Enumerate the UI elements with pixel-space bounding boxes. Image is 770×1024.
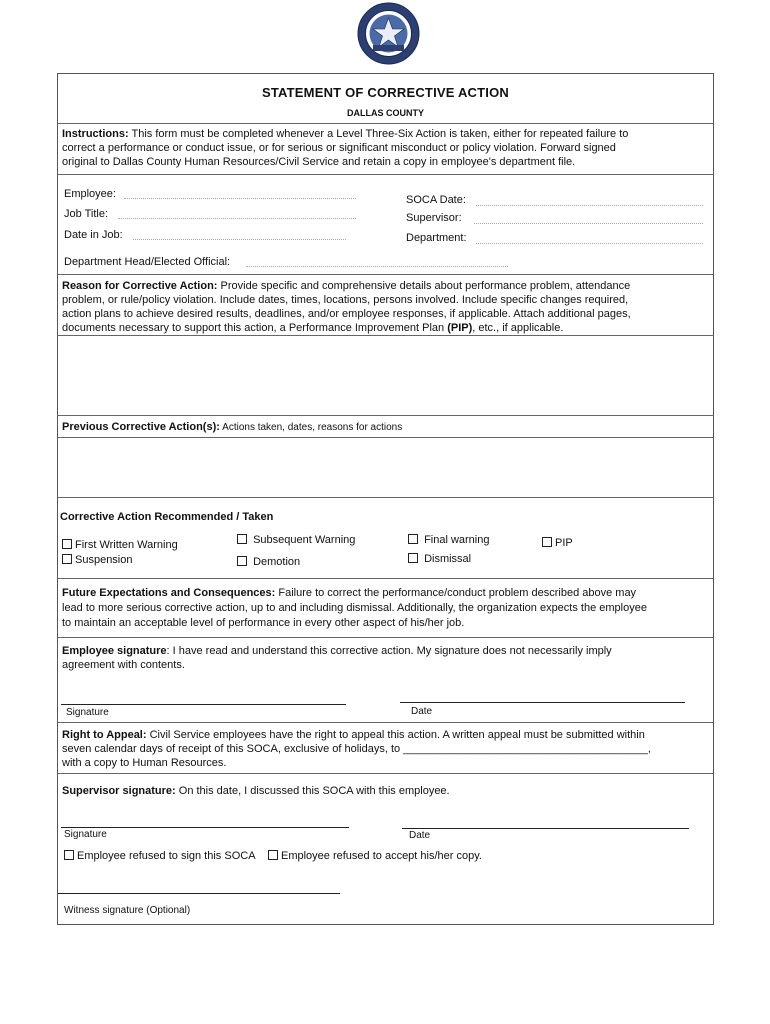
instructions-line1: Instructions: This form must be completed whenever a Level Three-Six Action is taken, either for repeated failure to xyxy=(62,128,629,140)
instructions-line2: correct a performance or conduct issue, or for serious or significant misconduct or policy violation. Forward signed xyxy=(62,142,616,154)
job-title-label: Job Title: xyxy=(64,208,109,220)
divider xyxy=(57,497,714,498)
pip-option[interactable]: PIP xyxy=(542,536,573,550)
witness-signature-label: Witness signature (Optional) xyxy=(64,905,191,916)
appeal-line2: seven calendar days of receipt of this SOCA, exclusive of holidays, to ________________________________________, xyxy=(62,743,651,755)
checkbox[interactable] xyxy=(268,850,278,860)
dismissal-option[interactable]: Dismissal xyxy=(408,552,471,566)
reason-text-area[interactable] xyxy=(58,336,713,414)
instructions-line3: original to Dallas County Human Resources/Civil Service and retain a copy in employee's department file. xyxy=(62,156,576,168)
employee-signature-line[interactable] xyxy=(61,704,346,705)
form-subtitle: DALLAS COUNTY xyxy=(347,108,424,118)
checkbox[interactable] xyxy=(62,539,72,549)
suspension-option[interactable]: Suspension xyxy=(62,553,133,567)
checkbox[interactable] xyxy=(237,534,247,544)
supervisor-signature-text: Supervisor signature: On this date, I discussed this SOCA with this employee. xyxy=(62,785,450,797)
dept-head-label: Department Head/Elected Official: xyxy=(64,256,231,268)
supervisor-label: Supervisor: xyxy=(406,212,462,224)
checkbox[interactable] xyxy=(542,537,552,547)
checkbox[interactable] xyxy=(408,534,418,544)
checkbox[interactable] xyxy=(237,556,247,566)
supervisor-signature-label: Signature xyxy=(64,829,107,840)
date-in-job-field[interactable] xyxy=(133,239,346,240)
future-line1: Future Expectations and Consequences: Failure to correct the performance/conduct problem described above may xyxy=(62,587,637,599)
previous-action-heading: Previous Corrective Action(s): Actions taken, dates, reasons for actions xyxy=(62,421,403,433)
employee-signature-label: Signature xyxy=(66,707,109,718)
employee-date-label: Date xyxy=(411,706,433,717)
divider xyxy=(57,578,714,579)
supervisor-field[interactable] xyxy=(474,223,703,224)
reason-line1: Reason for Corrective Action: Provide specific and comprehensive details about performance problem, attendance xyxy=(62,280,631,292)
final-warning-option[interactable]: Final warning xyxy=(408,533,489,547)
future-line2: lead to more serious corrective action, up to and including dismissal. Additionally, the organization expects the employee xyxy=(62,602,647,614)
divider xyxy=(57,722,714,723)
recommended-heading: Corrective Action Recommended / Taken xyxy=(60,511,274,523)
future-line3: to maintain an acceptable level of performance in every other aspect of his/her job. xyxy=(62,617,465,629)
department-label: Department: xyxy=(406,232,467,244)
supervisor-date-line[interactable] xyxy=(402,828,689,829)
employee-field[interactable] xyxy=(124,198,356,199)
supervisor-date-label: Date xyxy=(409,830,431,841)
job-title-field[interactable] xyxy=(118,218,356,219)
reason-line3: action plans to achieve desired results, deadlines, and/or employee responses, if applicable. Attach additional pages, xyxy=(62,308,631,320)
checkbox[interactable] xyxy=(62,554,72,564)
refused-to-sign-option[interactable]: Employee refused to sign this SOCA xyxy=(64,849,256,863)
checkbox[interactable] xyxy=(64,850,74,860)
department-field[interactable] xyxy=(476,243,703,244)
dept-head-field[interactable] xyxy=(246,266,508,267)
refused-copy-option[interactable]: Employee refused to accept his/her copy. xyxy=(268,849,482,863)
subsequent-warning-option[interactable]: Subsequent Warning xyxy=(237,533,355,547)
employee-label: Employee: xyxy=(64,188,116,200)
divider xyxy=(57,123,714,124)
reason-line2: problem, or rule/policy violation. Include dates, times, locations, persons involved. Include specific changes required, xyxy=(62,294,629,306)
checkbox[interactable] xyxy=(408,553,418,563)
first-written-warning-option[interactable]: First Written Warning xyxy=(62,538,178,552)
form-title: STATEMENT OF CORRECTIVE ACTION xyxy=(262,85,509,100)
divider xyxy=(57,274,714,275)
witness-signature-line[interactable] xyxy=(58,893,340,894)
soca-date-field[interactable] xyxy=(476,205,703,206)
employee-date-line[interactable] xyxy=(400,702,685,703)
soca-date-label: SOCA Date: xyxy=(406,194,466,206)
divider xyxy=(57,773,714,774)
appeal-line3: with a copy to Human Resources. xyxy=(62,757,227,769)
county-seal-logo xyxy=(357,2,420,65)
employee-signature-text1: Employee signature: I have read and understand this corrective action. My signature does not necessarily imply xyxy=(62,645,612,657)
divider xyxy=(57,174,714,175)
appeal-line1: Right to Appeal: Civil Service employees have the right to appeal this action. A written appeal must be submitted within xyxy=(62,729,645,741)
previous-action-text-area[interactable] xyxy=(58,438,713,496)
demotion-option[interactable]: Demotion xyxy=(237,555,300,569)
date-in-job-label: Date in Job: xyxy=(64,229,123,241)
divider xyxy=(57,415,714,416)
divider xyxy=(57,637,714,638)
employee-signature-text2: agreement with contents. xyxy=(62,659,185,671)
reason-line4: documents necessary to support this action, a Performance Improvement Plan (PIP), etc., if applicable. xyxy=(62,322,564,334)
